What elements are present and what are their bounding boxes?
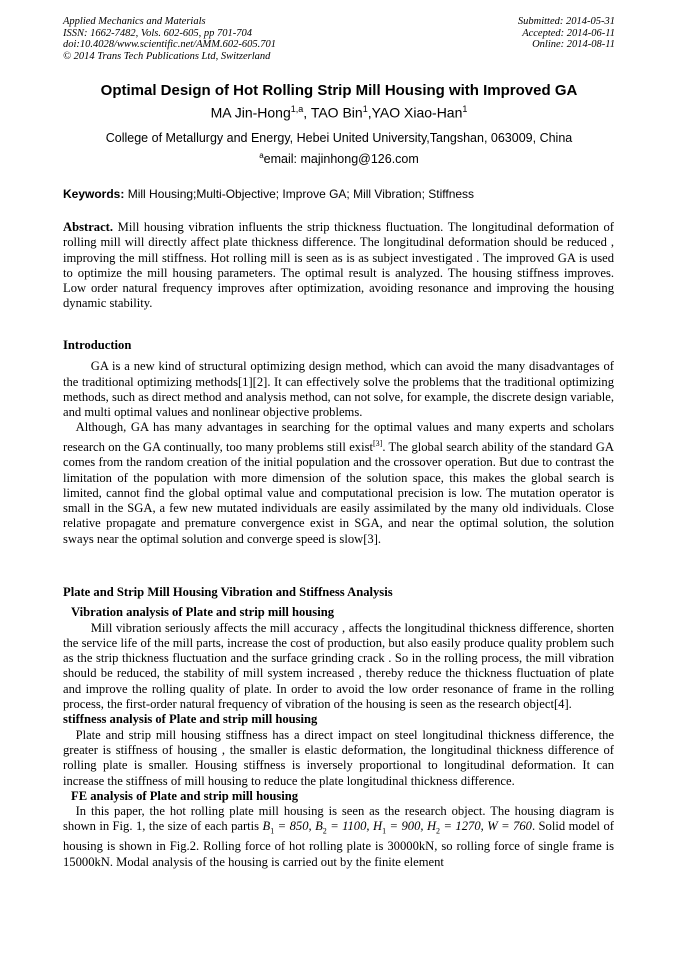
online-date: Online: 2014-08-11	[532, 39, 615, 50]
introduction-paragraph-2	[63, 420, 614, 547]
keywords-text: Mill Housing;Multi-Objective; Improve GA; Mill Vibration; Stiffness	[124, 187, 475, 201]
author-2-affil: 1	[362, 104, 368, 114]
abstract	[63, 220, 614, 312]
introduction-paragraph-1: GA is a new kind of structural optimizing design method, which can avoid the many disadvantages of the traditional optimizing methods[1][2]. It can effectively solve the problems that the traditional optimizing methods, such as direct method and analysis method, can not solve, for example, the discrete design variable, and multi optimal values and nonlinear objective problems.	[63, 359, 614, 420]
affiliation: College of Metallurgy and Energy, Hebei United University,Tangshan, 063009, China	[105, 131, 573, 145]
stiffness-paragraph: Plate and strip mill housing stiffness has a direct impact on steel longitudinal thickness difference, the greater is stiffness of housing , the smaller is elastic deformation, the longitudinal thickness difference of rolling plate is smaller. Housing stiffness is inversely proportional to longitudinal deformation. It can increase the stiffness of mill housing to reduce the plate longitudinal thickness difference.	[63, 727, 614, 788]
author-3-affil: 1	[462, 104, 468, 114]
paper-title: Optimal Design of Hot Rolling Strip Mill Housing with Improved GA	[100, 82, 578, 99]
introduction-heading: Introduction	[63, 338, 132, 352]
issn-line: ISSN: 1662-7482, Vols. 602-605, pp 701-704	[63, 27, 252, 39]
introduction-section	[63, 338, 614, 547]
author-1-affil: 1,a	[290, 104, 304, 114]
value-b1: 850	[289, 819, 309, 834]
section-heading: Plate and Strip Mill Housing Vibration and Stiffness Analysis	[63, 585, 393, 599]
email-affil: a	[259, 151, 264, 160]
keywords	[63, 187, 615, 201]
fe-text: In this paper, the hot rolling plate mill housing is seen as the research object. The housing diagram is shown in Fig. 1, the size of each partis	[63, 804, 614, 834]
subsection-stiffness-heading: stiffness analysis of Plate and strip mill housing	[63, 712, 318, 727]
doi-line: doi:10.4028/www.scientific.net/AMM.602-605.701	[63, 39, 276, 50]
fe-text-cont: . Solid model of housing is shown in Fig.2. Rolling force of hot rolling plate is 30000kN, so rolling force of single frame is 15000kN. Modal analysis of the housing is carried out by the finite element	[63, 819, 614, 869]
submitted-date: Submitted: 2014-05-31	[517, 16, 615, 27]
value-b2: 1100	[342, 819, 367, 834]
intro-p2-text-cont: . The global search ability of the standard GA comes from the random creation of the initial population and the crossover operation. But due to contrast the limitation of the population with more dimension of the solution space, this makes the global search is limited, cannot find the global optimal value and computational precision is low. The mutation operator is small in the SGA, a few new mutated individuals are easily assimilated by the many old individuals. Close relative propagate and premature convergence exist in SGA, and near the optimal solution, the solution sways near the optimal solution and converge speed is slow[3].	[63, 439, 614, 546]
value-w: 760	[513, 819, 532, 834]
abstract-label: Abstract.	[63, 220, 114, 234]
fe-paragraph	[63, 804, 614, 870]
subsection-fe-heading: FE analysis of Plate and strip mill housing	[71, 788, 299, 803]
vibration-paragraph: Mill vibration seriously affects the mill accuracy , affects the longitudinal thickness difference, shorten the service life of the mill parts, increase the cost of production, but also easily produce quality problem such as the strip thickness fluctuation and the surface grinding crack . So in the rolling process, the mill vibration should be reduced, the stability of mill system increased , thereby reduce the thickness fluctuation of plate and improve the rolling quality of plate. In order to avoid the low order resonance of frame in the rolling process, the first-order natural frequency of vibration of the housing is seen as the research object[4].	[63, 620, 614, 712]
journal-header-left	[63, 16, 276, 62]
dimension-formula: $B_1 = 850$, $B_2 = 1100$, $H_1 = 900$, $H_2 = 1270$, W = 760	[262, 819, 532, 836]
journal-name: Applied Mechanics and Materials	[63, 16, 206, 27]
author-separator: ,	[367, 104, 372, 121]
copyright-line: © 2014 Trans Tech Publications Ltd, Switzerland	[63, 50, 271, 62]
subsection-vibration-heading: Vibration analysis of Plate and strip mill housing	[71, 605, 334, 620]
value-h1: 900	[401, 819, 421, 834]
abstract-text: Mill housing vibration influents the strip thickness fluctuation. The longitudinal deformation of rolling mill will directly affect plate thickness difference. The longitudinal deformation should be reduced , improving the mill stiffness. Hot rolling mill is seen as is as subject investigated . The improved GA is used to optimize the mill housing parameters. The optimal result is analyzed. The housing stiffness improves. Low order natural frequency improves after optimization, avoiding resonance and improving the housing dynamic stability.	[63, 220, 614, 311]
journal-header-right	[518, 16, 615, 51]
author-email	[0, 151, 678, 166]
author-list	[0, 104, 678, 121]
accepted-date: Accepted: 2014-06-11	[522, 27, 615, 39]
author-3: YAO Xiao-Han	[371, 104, 463, 121]
email-text: email: majinhong@126.com	[263, 152, 419, 167]
keywords-label: Keywords:	[63, 187, 125, 201]
citation-ref: [3]	[372, 438, 383, 448]
intro-p2-text: Although, GA has many advantages in searching for the optimal values and many experts and scholars research on the GA continually, too many problems still exist	[63, 420, 614, 454]
author-separator: ,	[303, 104, 311, 121]
value-h2: 1270	[455, 819, 481, 834]
section-vibration-stiffness	[63, 585, 614, 870]
author-1: MA Jin-Hong	[210, 104, 291, 121]
author-2: TAO Bin	[310, 104, 363, 121]
